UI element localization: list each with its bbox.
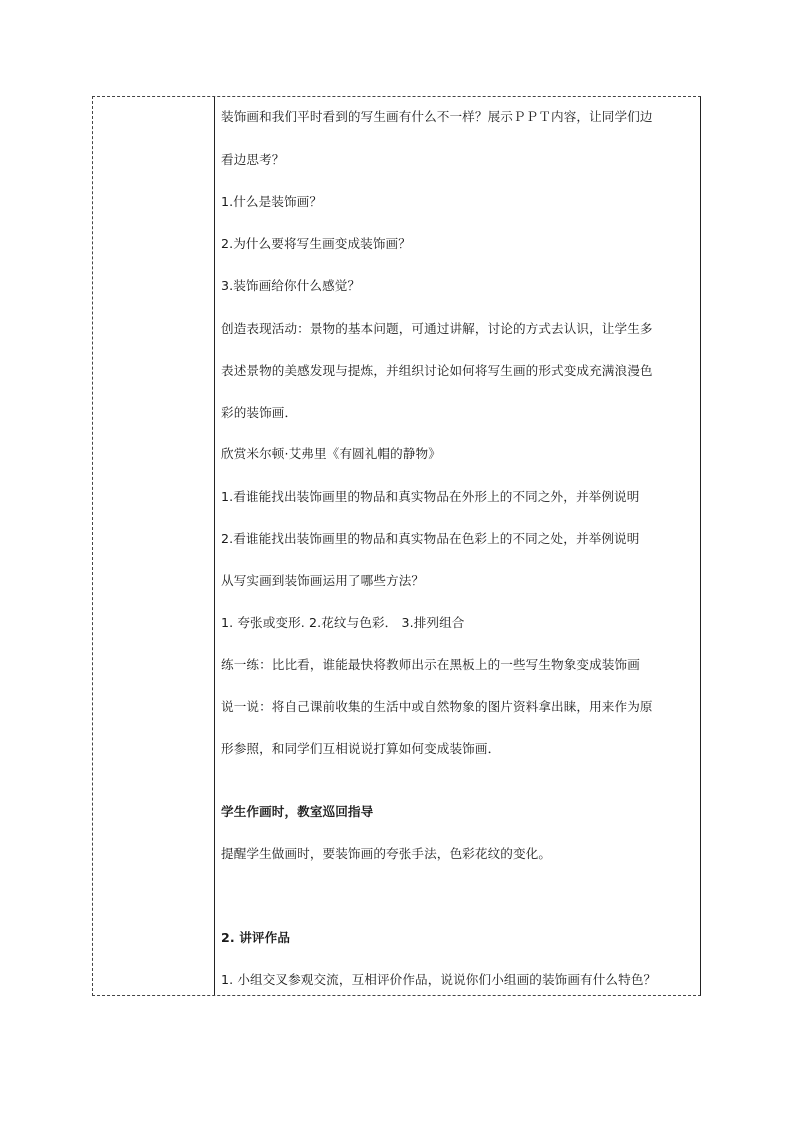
question-1: 1.什么是装饰画？ <box>221 194 323 209</box>
methods-list: 1. 夸张或变形. 2.花纹与色彩． 3.排列组合 <box>221 615 465 630</box>
question-3: 3.装饰画给你什么感觉？ <box>221 278 361 293</box>
artwork-appreciation: 欣赏米尔顿·艾弗里《有圆礼帽的静物》 <box>221 446 441 461</box>
discussion-line-2: 形参照，和同学们互相说说打算如何变成装饰画． <box>221 741 501 756</box>
shape-comparison: 1.看谁能找出装饰画里的物品和真实物品在外形上的不同之外，并举例说明 <box>221 489 640 504</box>
drawing-reminder: 提醒学生做画时，要装饰画的夸张手法，色彩花纹的变化。 <box>221 846 552 861</box>
table-left-column <box>93 97 214 995</box>
color-comparison: 2.看谁能找出装饰画里的物品和真实物品在色彩上的不同之处，并举例说明 <box>221 531 640 546</box>
activity-line-3: 彩的装饰画． <box>221 405 298 420</box>
column-divider <box>214 97 215 995</box>
methods-question: 从写实画到装饰画运用了哪些方法？ <box>221 573 425 588</box>
intro-question-line-2: 看边思考？ <box>221 152 285 167</box>
lesson-table <box>92 96 701 996</box>
discussion-line-1: 说一说：将自己课前收集的生活中或自然物象的图片资料拿出睐，用来作为原 <box>221 699 653 714</box>
section-heading-review: 2. 讲评作品 <box>221 930 291 945</box>
activity-line-1: 创造表现活动：景物的基本问题，可通过讲解，讨论的方式去认识，让学生多 <box>221 321 653 336</box>
intro-question-line-1: 装饰画和我们平时看到的写生画有什么不一样？展示ＰＰＴ内容，让同学们边 <box>221 109 653 124</box>
practice-task: 练一练：比比看，谁能最快将教师出示在黑板上的一些写生物象变成装饰画 <box>221 657 640 672</box>
review-item-1: 1. 小组交叉参观交流，互相评价作品，说说你们小组画的装饰画有什么特色？ <box>221 972 657 987</box>
question-2: 2.为什么要将写生画变成装饰画？ <box>221 236 411 251</box>
table-right-column <box>221 97 697 995</box>
section-heading-drawing: 学生作画时，教室巡回指导 <box>221 804 374 819</box>
activity-line-2: 表述景物的美感发现与提炼，并组织讨论如何将写生画的形式变成充满浪漫色 <box>221 363 653 378</box>
